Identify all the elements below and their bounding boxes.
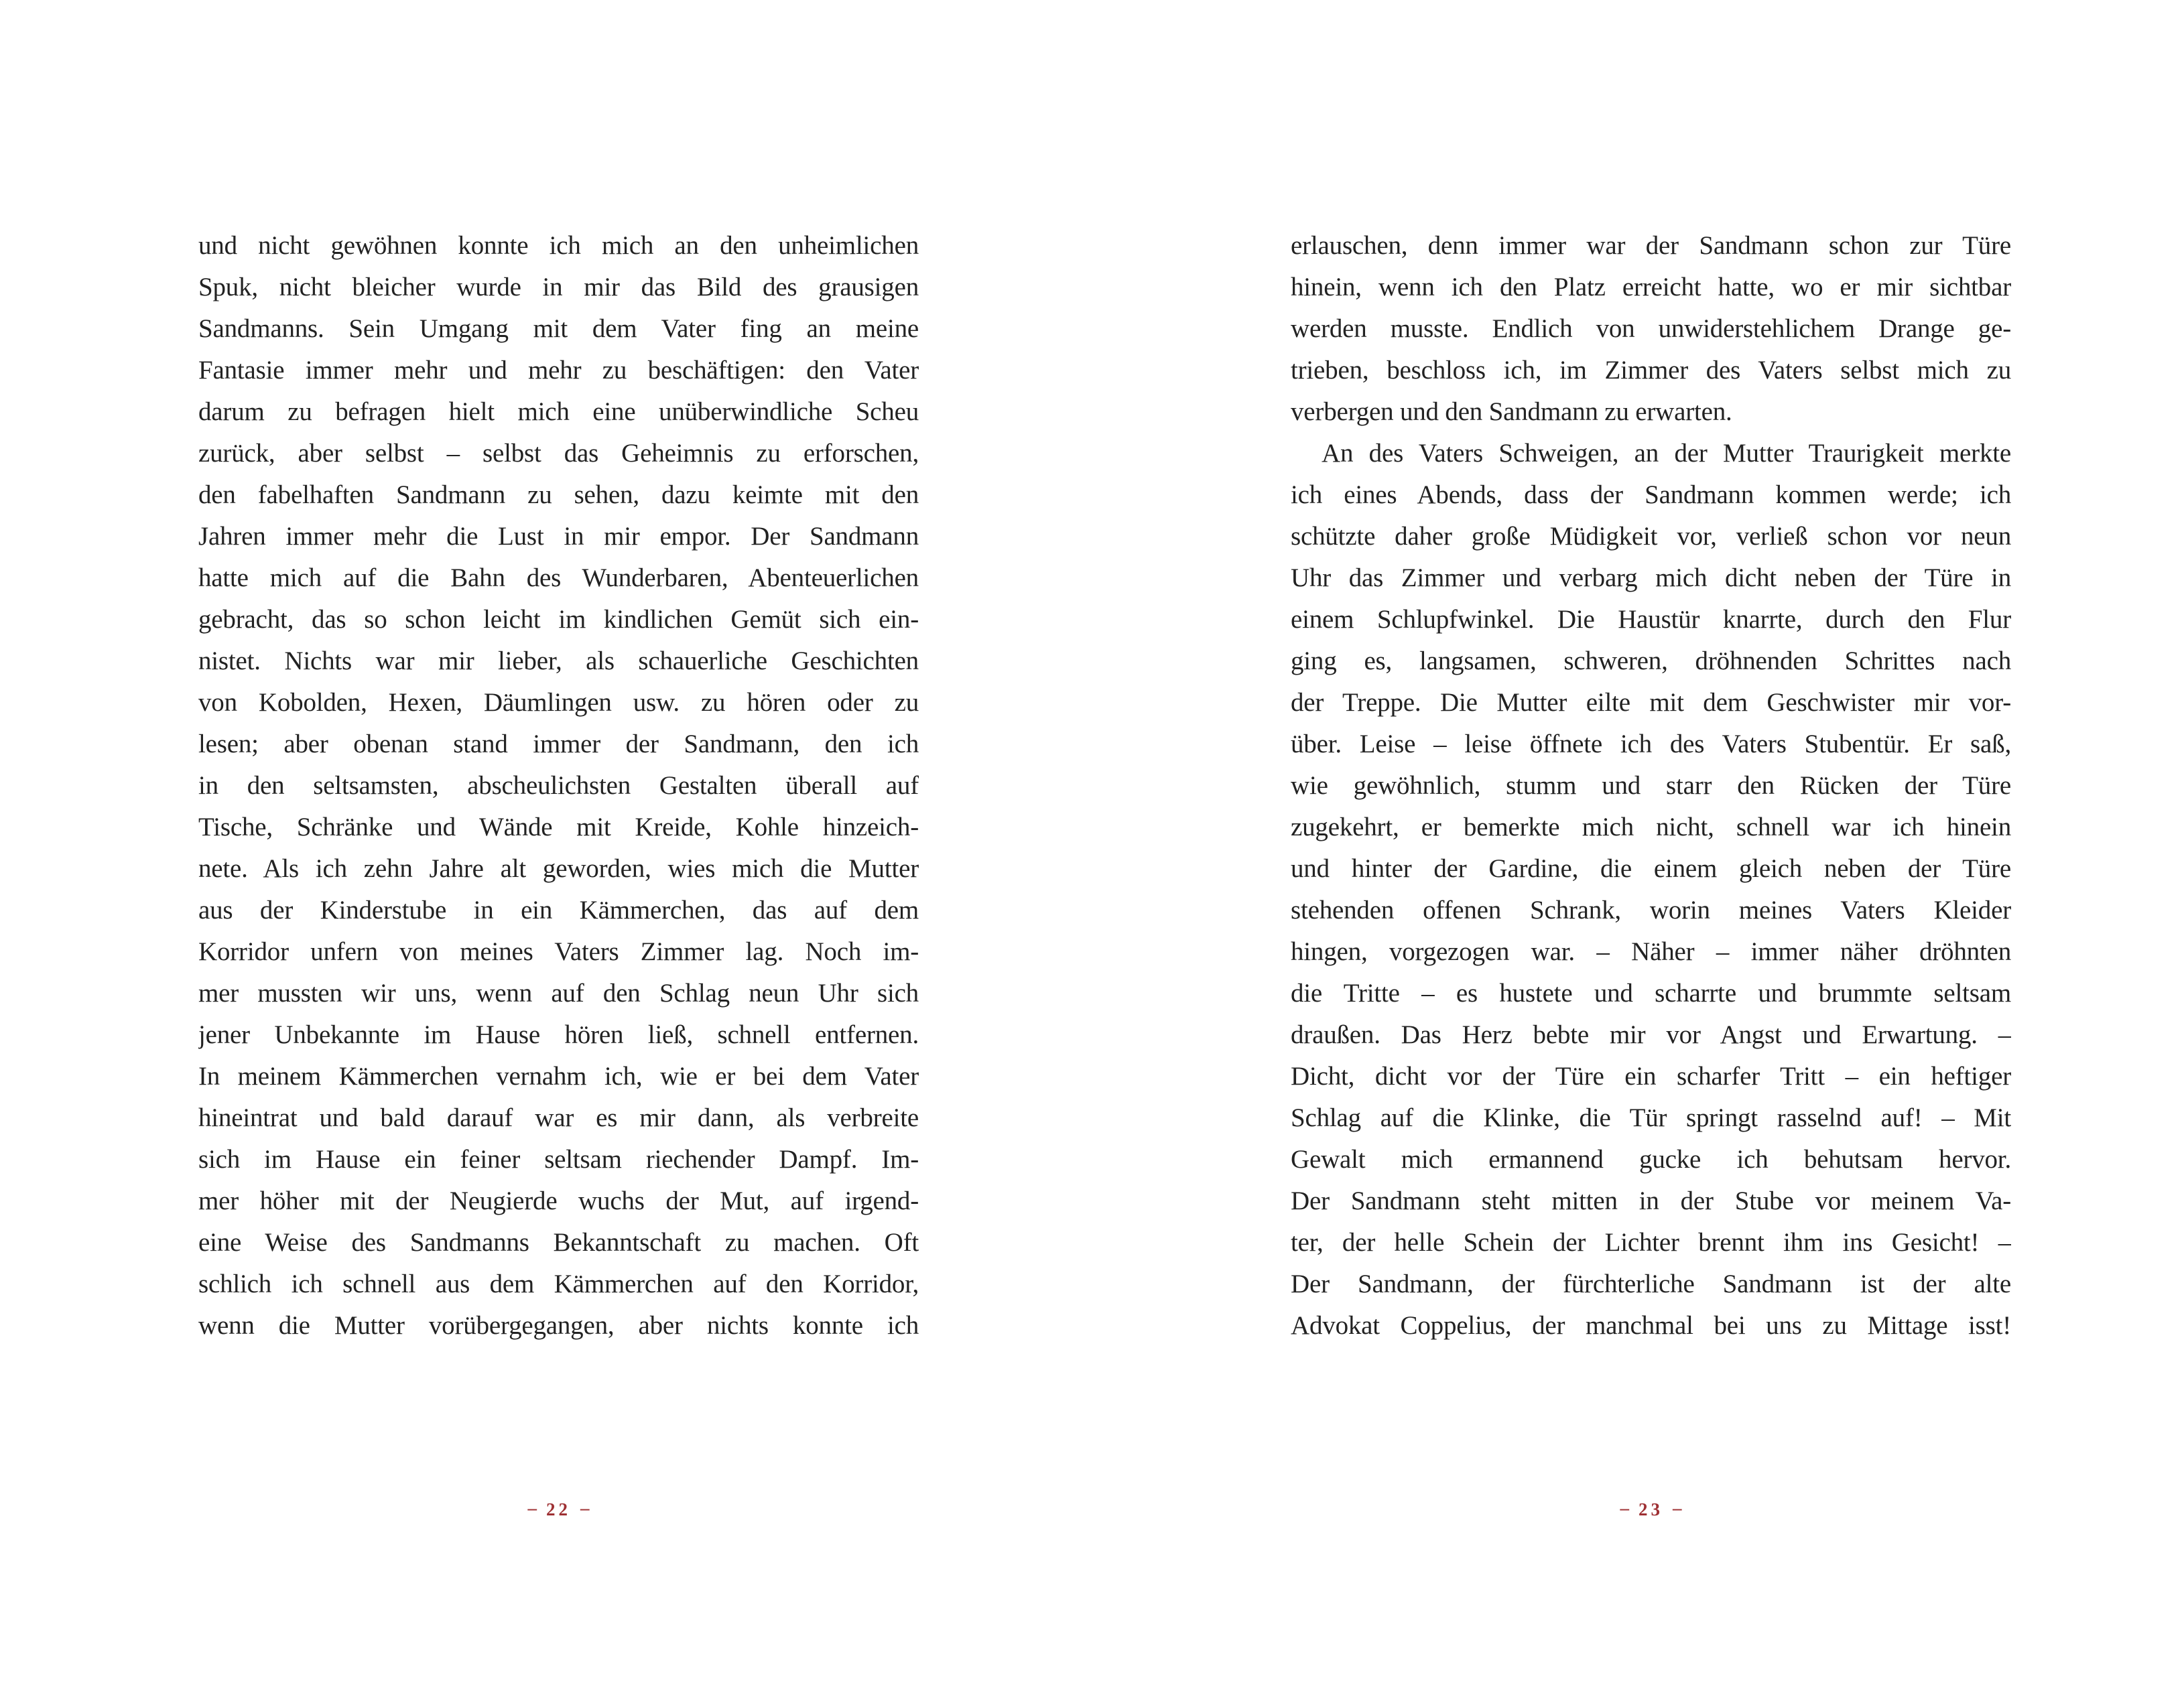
text-line: lesen; aber obenan stand immer der Sandmann, den ich bbox=[198, 730, 919, 758]
folio-dash-right: – bbox=[1673, 1498, 1682, 1518]
text-line: ich eines Abends, dass der Sandmann kommen werde; ich bbox=[1291, 480, 2011, 509]
text-line: eine Weise des Sandmanns Bekanntschaft zu machen. Oft bbox=[198, 1228, 919, 1257]
text-line: gebracht, das so schon leicht im kindlichen Gemüt sich ein- bbox=[198, 605, 919, 634]
text-line: Advokat Coppelius, der manchmal bei uns zu Mittage isst! bbox=[1291, 1311, 2011, 1340]
text-line: darum zu befragen hielt mich eine unüberwindliche Scheu bbox=[198, 397, 919, 426]
text-line: erlauschen, denn immer war der Sandmann schon zur Türe bbox=[1291, 231, 2011, 260]
text-line: Uhr das Zimmer und verbarg mich dicht neben der Türe in bbox=[1291, 563, 2011, 592]
text-line: und hinter der Gardine, die einem gleich neben der Türe bbox=[1291, 854, 2011, 883]
text-line: und nicht gewöhnen konnte ich mich an den unheimlichen bbox=[198, 231, 919, 260]
text-line: sich im Hause ein feiner seltsam riechender Dampf. Im- bbox=[198, 1145, 919, 1174]
text-line: Tische, Schränke und Wände mit Kreide, Kohle hinzeich- bbox=[198, 813, 919, 841]
text-line: Der Sandmann steht mitten in der Stube vor meinem Va- bbox=[1291, 1186, 2011, 1215]
text-line: Dicht, dicht vor der Türe ein scharfer Tritt – ein heftiger bbox=[1291, 1062, 2011, 1091]
text-line: Gewalt mich ermannend gucke ich behutsam hervor. bbox=[1291, 1145, 2011, 1174]
text-line: An des Vaters Schweigen, an der Mutter Traurigkeit merkte bbox=[1322, 439, 2011, 468]
right-page-number: 23 bbox=[1639, 1499, 1663, 1519]
left-page-folio bbox=[198, 1498, 919, 1521]
text-line: hinein, wenn ich den Platz erreicht hatte, wo er mir sichtbar bbox=[1291, 273, 2011, 301]
left-page-text-block bbox=[198, 225, 919, 1347]
text-line: In meinem Kämmerchen vernahm ich, wie er bei dem Vater bbox=[198, 1062, 919, 1091]
right-page-folio bbox=[1291, 1498, 2011, 1521]
text-line: stehenden offenen Schrank, worin meines Vaters Kleider bbox=[1291, 896, 2011, 925]
text-line: schlich ich schnell aus dem Kämmerchen auf den Korridor, bbox=[198, 1270, 919, 1298]
text-line: verbergen und den Sandmann zu erwarten. bbox=[1291, 397, 1732, 426]
text-line: der Treppe. Die Mutter eilte mit dem Geschwister mir vor- bbox=[1291, 688, 2011, 717]
text-line: Spuk, nicht bleicher wurde in mir das Bild des grausigen bbox=[198, 273, 919, 301]
text-line: Sandmanns. Sein Umgang mit dem Vater fing an meine bbox=[198, 314, 919, 343]
folio-dash-left: – bbox=[1620, 1498, 1629, 1518]
text-line: die Tritte – es hustete und scharrte und brummte seltsam bbox=[1291, 979, 2011, 1008]
text-line: draußen. Das Herz bebte mir vor Angst und Erwartung. – bbox=[1291, 1020, 2011, 1049]
text-line: jener Unbekannte im Hause hören ließ, schnell entfernen. bbox=[198, 1020, 919, 1049]
text-line: einem Schlupfwinkel. Die Haustür knarrte, durch den Flur bbox=[1291, 605, 2011, 634]
text-line: in den seltsamsten, abscheulichsten Gestalten überall auf bbox=[198, 771, 919, 800]
text-line: von Kobolden, Hexen, Däumlingen usw. zu hören oder zu bbox=[198, 688, 919, 717]
text-line: Fantasie immer mehr und mehr zu beschäftigen: den Vater bbox=[198, 356, 919, 385]
left-page-number: 22 bbox=[546, 1499, 571, 1519]
text-line: werden musste. Endlich von unwiderstehlichem Drange ge- bbox=[1291, 314, 2011, 343]
text-line: Korridor unfern von meines Vaters Zimmer lag. Noch im- bbox=[198, 937, 919, 966]
text-line: mer höher mit der Neugierde wuchs der Mut, auf irgend- bbox=[198, 1186, 919, 1215]
text-line: trieben, beschloss ich, im Zimmer des Vaters selbst mich zu bbox=[1291, 356, 2011, 385]
text-line: nistet. Nichts war mir lieber, als schauerliche Geschichten bbox=[198, 647, 919, 675]
text-line: hineintrat und bald darauf war es mir dann, als verbreite bbox=[198, 1103, 919, 1132]
text-line: hatte mich auf die Bahn des Wunderbaren, Abenteuerlichen bbox=[198, 563, 919, 592]
text-line: wenn die Mutter vorübergegangen, aber nichts konnte ich bbox=[198, 1311, 919, 1340]
folio-dash-left: – bbox=[527, 1498, 537, 1518]
text-line: hingen, vorgezogen war. – Näher – immer näher dröhnten bbox=[1291, 937, 2011, 966]
text-line: ging es, langsamen, schweren, dröhnenden Schrittes nach bbox=[1291, 647, 2011, 675]
right-page-text-block bbox=[1291, 225, 2011, 1347]
folio-dash-right: – bbox=[580, 1498, 590, 1518]
text-line: aus der Kinderstube in ein Kämmerchen, das auf dem bbox=[198, 896, 919, 925]
text-line: Der Sandmann, der fürchterliche Sandmann ist der alte bbox=[1291, 1270, 2011, 1298]
text-line: zurück, aber selbst – selbst das Geheimnis zu erforschen, bbox=[198, 439, 919, 468]
text-line: Schlag auf die Klinke, die Tür springt rasselnd auf! – Mit bbox=[1291, 1103, 2011, 1132]
text-line: ter, der helle Schein der Lichter brennt ihm ins Gesicht! – bbox=[1291, 1228, 2011, 1257]
text-line: den fabelhaften Sandmann zu sehen, dazu keimte mit den bbox=[198, 480, 919, 509]
text-line: mer mussten wir uns, wenn auf den Schlag neun Uhr sich bbox=[198, 979, 919, 1008]
text-line: schützte daher große Müdigkeit vor, verließ schon vor neun bbox=[1291, 522, 2011, 551]
text-line: zugekehrt, er bemerkte mich nicht, schnell war ich hinein bbox=[1291, 813, 2011, 841]
text-line: wie gewöhnlich, stumm und starr den Rücken der Türe bbox=[1291, 771, 2011, 800]
text-line: Jahren immer mehr die Lust in mir empor. Der Sandmann bbox=[198, 522, 919, 551]
text-line: über. Leise – leise öffnete ich des Vaters Stubentür. Er saß, bbox=[1291, 730, 2011, 758]
text-line: nete. Als ich zehn Jahre alt geworden, wies mich die Mutter bbox=[198, 854, 919, 883]
